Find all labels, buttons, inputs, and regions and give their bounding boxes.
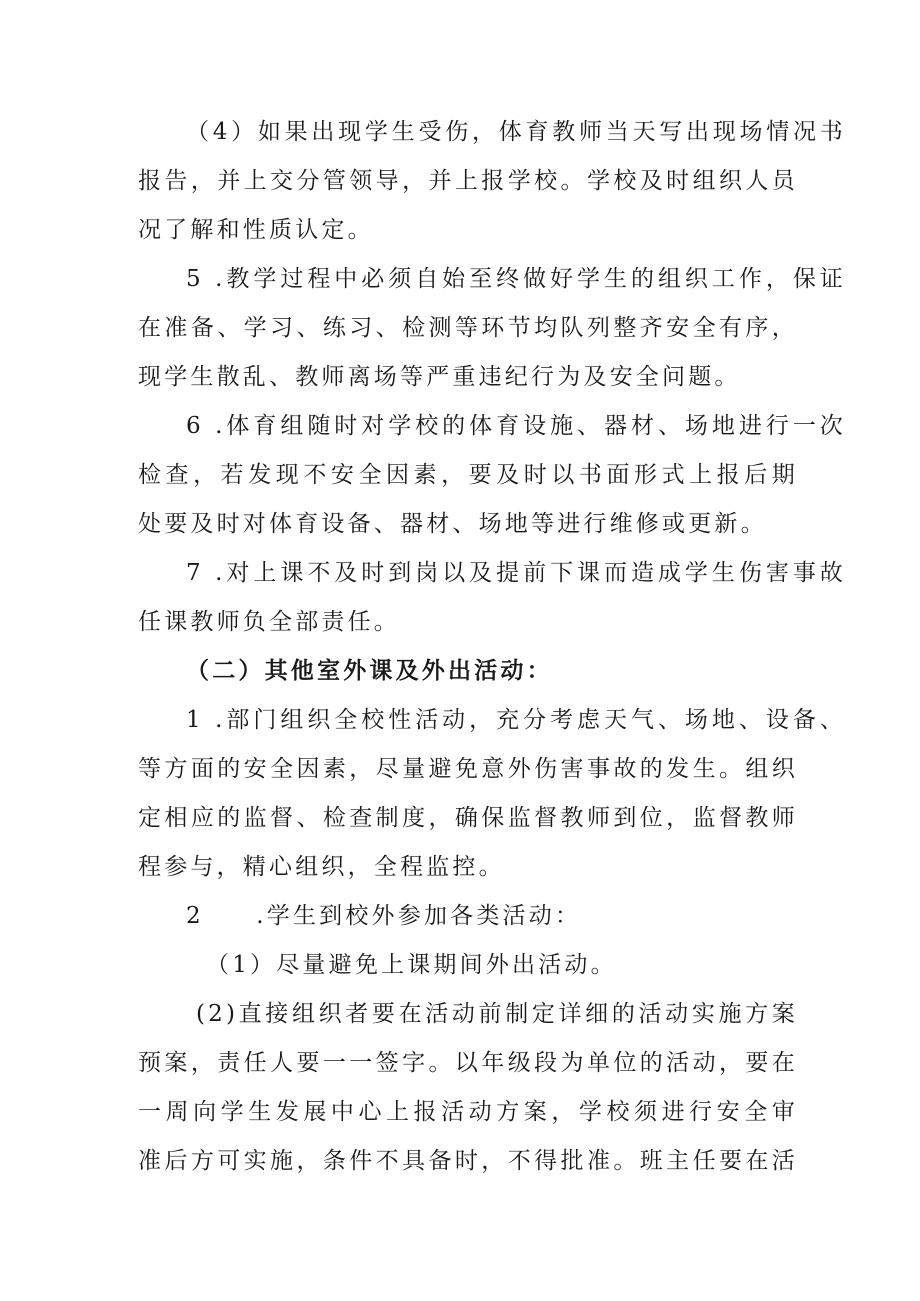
paragraph-4-line-1: （4）如果出现学生受伤，体育教师当天写出现场情况书: [186, 119, 846, 145]
item-6-line-1: 6 .体育组随时对学校的体育设施、器材、场地进行一次: [186, 413, 846, 439]
item-5-line-1: 5 .教学过程中必须自始至终做好学生的组织工作，保证: [186, 266, 846, 292]
sub-item-2-heading: 2 .学生到校外参加各类活动：: [186, 903, 582, 929]
paragraph-4-line-3: 况了解和性质认定。: [138, 217, 374, 243]
sub-item-2-point-1: （1）尽量避免上课期间外出活动。: [206, 952, 617, 978]
item-5-line-2: 在准备、学习、练习、检测等环节均队列整齐安全有序，: [138, 315, 798, 341]
item-6-line-3: 处要及时对体育设备、器材、场地等进行维修或更新。: [138, 511, 767, 537]
sub-item-2-point-2-line-3: 一周向学生发展中心上报活动方案，学校须进行安全审: [138, 1099, 798, 1125]
sub-item-1-line-2: 等方面的安全因素，尽量避免意外伤害事故的发生。组织: [138, 756, 798, 782]
sub-item-2-point-2-line-2: 预案，责任人要一一签字。以年级段为单位的活动，要在: [138, 1050, 798, 1076]
paragraph-4-line-2: 报告，并上交分管领导，并上报学校。学校及时组织人员: [138, 168, 798, 194]
sub-item-2-point-2-line-4: 准后方可实施，条件不具备时，不得批准。班主任要在活: [138, 1148, 798, 1174]
item-6-line-2: 检查，若发现不安全因素，要及时以书面形式上报后期: [138, 462, 798, 488]
item-7-line-2: 任课教师负全部责任。: [138, 609, 400, 635]
sub-item-2-point-2-line-1: (2)直接组织者要在活动前制定详细的活动实施方案: [196, 1001, 798, 1027]
item-5-line-3: 现学生散乱、教师离场等严重违纪行为及安全问题。: [138, 364, 741, 390]
item-7-line-1: 7 .对上课不及时到岗以及提前下课而造成学生伤害事故: [186, 560, 846, 586]
sub-item-1-line-4: 程参与，精心组织，全程监控。: [138, 854, 505, 880]
sub-item-1-line-3: 定相应的监督、检查制度，确保监督教师到位，监督教师: [138, 805, 798, 831]
section-heading: （二）其他室外课及外出活动：: [186, 657, 553, 684]
sub-item-1-line-1: 1 .部门组织全校性活动，充分考虑天气、场地、设备、: [186, 707, 846, 733]
